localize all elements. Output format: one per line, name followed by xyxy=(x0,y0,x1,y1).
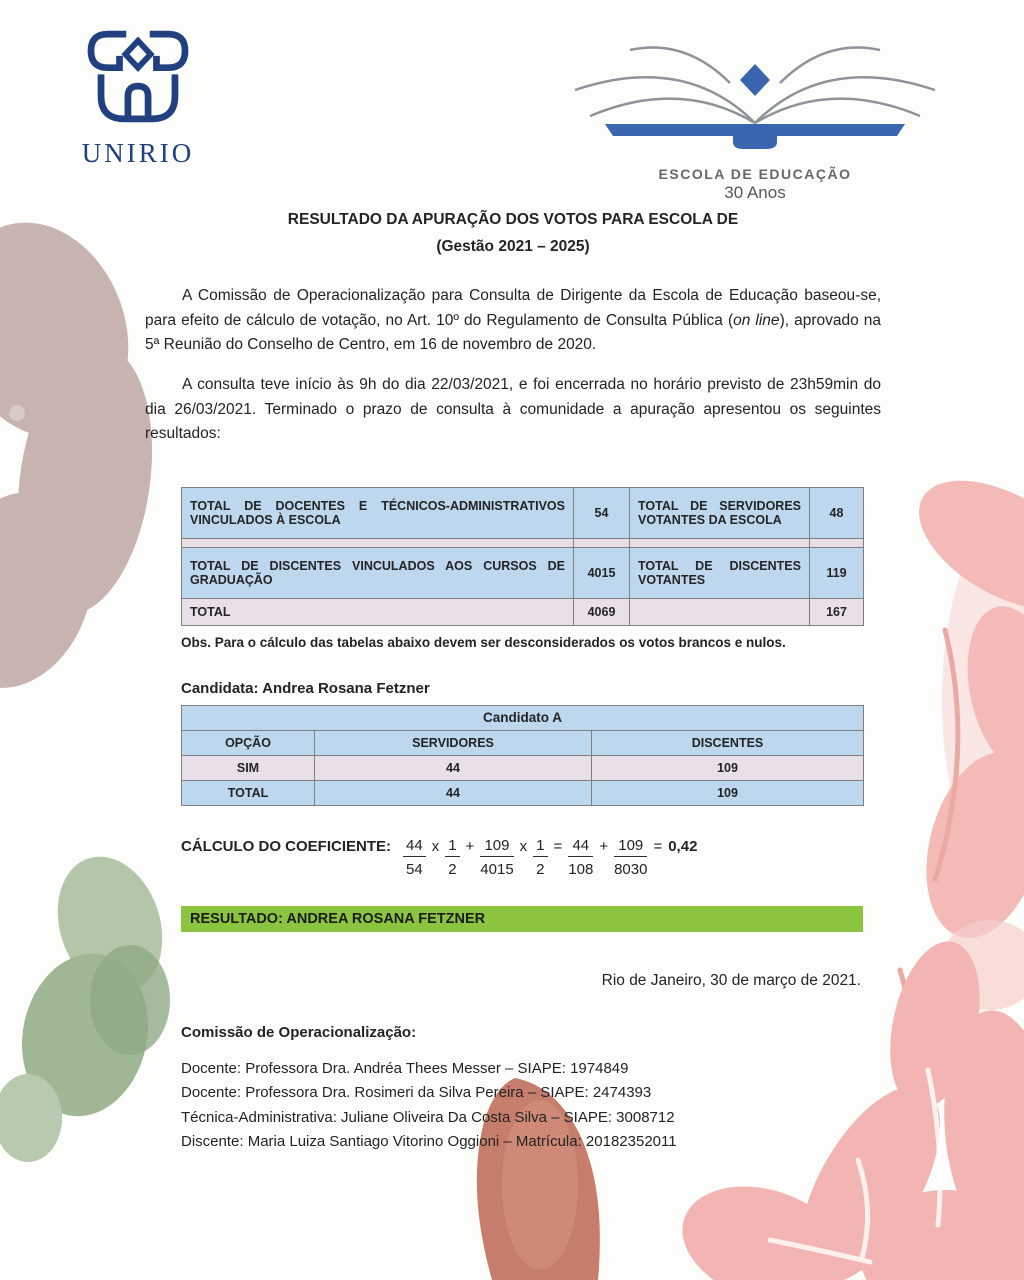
date-line: Rio de Janeiro, 30 de março de 2021. xyxy=(601,971,861,989)
document xyxy=(145,206,881,1155)
document-title xyxy=(145,206,881,260)
table-cell xyxy=(810,538,864,547)
paragraph-1 xyxy=(145,284,881,358)
fraction-numerator: 109 xyxy=(480,836,513,857)
operator: x xyxy=(519,837,528,855)
fraction xyxy=(403,836,426,880)
commission-member: Docente: Professora Dra. Andréa Thees Messer – SIAPE: 1974849 xyxy=(181,1059,629,1077)
observation-note: Obs. Para o cálculo das tabelas abaixo devem ser desconsiderados os votos brancos e nulos. xyxy=(181,634,786,650)
paragraph-2: A consulta teve início às 9h do dia 22/03/2021, e foi encerrada no horário previsto de 23h59min do dia 26/03/2021. Terminado o prazo de consulta à comunidade a apuração apresentou os seguintes resultados: xyxy=(145,376,881,442)
table-cell: TOTAL DE DOCENTES E TÉCNICOS-ADMINISTRATIVOS VINCULADOS À ESCOLA xyxy=(182,487,574,538)
paragraph-1-text: A Comissão de Operacionalização para Consulta de Dirigente da Escola de Educação baseou-se, para efeito de cálculo de votação, no Art. 10º do Regulamento de Consulta Pública ( xyxy=(145,287,881,329)
coefficient-result: 0,42 xyxy=(668,837,698,855)
paragraph-1-italic: on line xyxy=(733,311,780,329)
fraction-numerator: 109 xyxy=(614,836,647,857)
escola-anniversary: 30 Anos xyxy=(724,183,786,202)
fraction xyxy=(445,836,459,880)
operator: x xyxy=(431,837,440,855)
title-line-1: RESULTADO DA APURAÇÃO DOS VOTOS PARA ESCOLA DE xyxy=(287,211,739,228)
fraction-denominator: 8030 xyxy=(614,860,648,878)
operator: + xyxy=(599,837,609,855)
table-row xyxy=(182,538,864,547)
paragraph-1-text: ), aprovado na 5ª Reunião do Conselho de Centro, em 16 de novembro de 2020. xyxy=(145,311,881,353)
table-cell: SIM xyxy=(182,755,315,780)
coefficient-label: CÁLCULO DO COEFICIENTE: xyxy=(181,837,391,855)
table-cell: 48 xyxy=(810,487,864,538)
candidate-table xyxy=(181,705,864,806)
fraction xyxy=(480,836,513,880)
table-cell: DISCENTES xyxy=(592,730,864,755)
fraction xyxy=(533,836,547,880)
commission-member: Docente: Professora Dra. Rosimeri da Silva Pereira – SIAPE: 2474393 xyxy=(181,1084,652,1101)
table-row xyxy=(182,598,864,625)
table-row xyxy=(182,487,864,538)
table-row xyxy=(182,780,864,805)
result-banner: RESULTADO: ANDREA ROSANA FETZNER xyxy=(181,906,863,932)
commission-list xyxy=(181,1057,881,1155)
table-cell: 4015 xyxy=(574,547,630,598)
table-row xyxy=(182,547,864,598)
table-cell: OPÇÃO xyxy=(182,730,315,755)
unirio-logo xyxy=(58,24,218,169)
unirio-emblem-icon xyxy=(79,24,197,129)
commission-member: Discente: Maria Luiza Santiago Vitorino Oggioni – Matrícula: 20182352011 xyxy=(181,1133,677,1150)
table-row xyxy=(182,755,864,780)
table-cell: TOTAL xyxy=(182,780,315,805)
fraction-denominator: 2 xyxy=(536,860,545,878)
table-row xyxy=(182,730,864,755)
table-cell xyxy=(630,538,810,547)
table-cell: 54 xyxy=(574,487,630,538)
operator: = xyxy=(653,837,663,855)
operator: + xyxy=(465,837,475,855)
fraction-denominator: 108 xyxy=(568,860,594,878)
escola-name: ESCOLA DE EDUCAÇÃO xyxy=(658,166,852,182)
commission-member: Técnica-Administrativa: Juliane Oliveira Da Costa Silva – SIAPE: 3008712 xyxy=(181,1108,675,1126)
fraction xyxy=(568,836,593,880)
open-book-icon xyxy=(555,28,955,158)
coefficient-line xyxy=(181,836,881,880)
table-cell: TOTAL DE DISCENTES VINCULADOS AOS CURSOS DE GRADUAÇÃO xyxy=(182,547,574,598)
fraction-numerator: 1 xyxy=(445,836,459,857)
table-cell: 119 xyxy=(810,547,864,598)
table-cell: 4069 xyxy=(574,598,630,625)
table-cell: 44 xyxy=(315,755,592,780)
table-cell: Candidato A xyxy=(182,705,864,730)
table-cell: SERVIDORES xyxy=(315,730,592,755)
table-row xyxy=(182,705,864,730)
table-cell: TOTAL xyxy=(182,598,574,625)
fraction-denominator: 2 xyxy=(448,860,457,878)
table-cell: 109 xyxy=(592,755,864,780)
fraction-denominator: 54 xyxy=(406,860,423,878)
table-cell xyxy=(630,598,810,625)
table-cell: 109 xyxy=(592,780,864,805)
table-cell: TOTAL DE SERVIDORES VOTANTES DA ESCOLA xyxy=(630,487,810,538)
fraction xyxy=(614,836,647,880)
escola-logo xyxy=(545,28,965,203)
totals-table xyxy=(181,487,864,626)
fraction-numerator: 44 xyxy=(568,836,593,857)
fraction-numerator: 1 xyxy=(533,836,547,857)
fraction-denominator: 4015 xyxy=(480,860,514,878)
table-cell: 44 xyxy=(315,780,592,805)
title-line-2: (Gestão 2021 – 2025) xyxy=(436,238,590,255)
table-cell: 167 xyxy=(810,598,864,625)
table-cell xyxy=(574,538,630,547)
candidate-heading: Candidata: Andrea Rosana Fetzner xyxy=(181,679,430,697)
table-cell: TOTAL DE DISCENTES VOTANTES xyxy=(630,547,810,598)
table-cell xyxy=(182,538,574,547)
fraction-numerator: 44 xyxy=(403,836,426,857)
unirio-wordmark: UNIRIO xyxy=(81,138,195,168)
operator: = xyxy=(553,837,563,855)
commission-title: Comissão de Operacionalização: xyxy=(181,1023,417,1041)
